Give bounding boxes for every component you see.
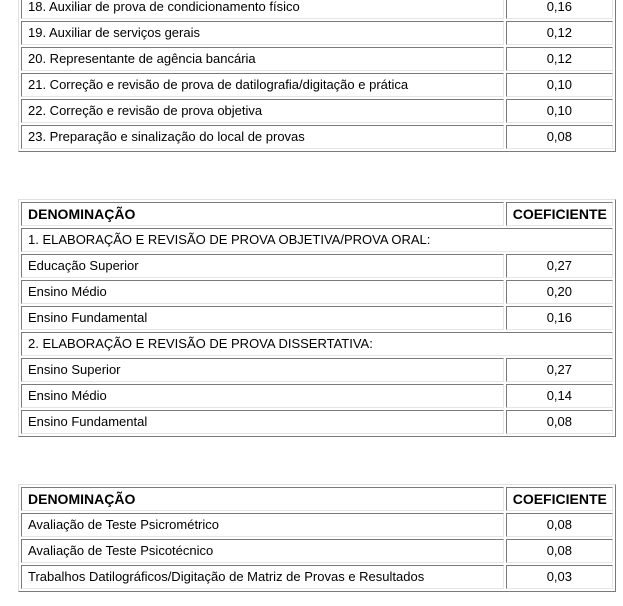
row-denomination: Educação Superior: [21, 254, 504, 278]
row-coefficient: 0,12: [506, 21, 613, 45]
header-denomination: DENOMINAÇÃO: [21, 487, 504, 511]
table-row: [21, 539, 613, 563]
section-heading-row: [21, 228, 613, 252]
row-denomination: Ensino Fundamental: [21, 410, 504, 434]
row-denomination: 23. Preparação e sinalização do local de provas: [21, 125, 504, 149]
row-coefficient: 0,03: [506, 565, 613, 589]
row-coefficient: 0,16: [506, 0, 613, 19]
coefficient-table-continued: [18, 0, 616, 152]
row-denomination: Ensino Fundamental: [21, 306, 504, 330]
row-coefficient: 0,10: [506, 99, 613, 123]
table-row: [21, 410, 613, 434]
row-denomination: Ensino Médio: [21, 384, 504, 408]
section-heading-objective: 1. ELABORAÇÃO E REVISÃO DE PROVA OBJETIVA/PROVA ORAL:: [21, 228, 613, 252]
row-denomination: Ensino Superior: [21, 358, 504, 382]
row-coefficient: 0,08: [506, 125, 613, 149]
header-denomination: DENOMINAÇÃO: [21, 202, 504, 226]
table-row: [21, 99, 613, 123]
row-coefficient: 0,10: [506, 73, 613, 97]
row-coefficient: 0,08: [506, 539, 613, 563]
table-row: [21, 125, 613, 149]
row-coefficient: 0,14: [506, 384, 613, 408]
table-row: [21, 513, 613, 537]
table-row: [21, 280, 613, 304]
row-denomination: 21. Correção e revisão de prova de datilografia/digitação e prática: [21, 73, 504, 97]
row-denomination: 19. Auxiliar de serviços gerais: [21, 21, 504, 45]
row-denomination: Ensino Médio: [21, 280, 504, 304]
row-denomination: 18. Auxiliar de prova de condicionamento físico: [21, 0, 504, 19]
table-row: [21, 358, 613, 382]
table-row: [21, 47, 613, 71]
row-coefficient: 0,08: [506, 410, 613, 434]
table-row: [21, 384, 613, 408]
row-coefficient: 0,08: [506, 513, 613, 537]
row-denomination: Avaliação de Teste Psicrométrico: [21, 513, 504, 537]
table-row: [21, 565, 613, 589]
table-row: [21, 306, 613, 330]
header-coefficient: COEFICIENTE: [506, 202, 613, 226]
row-denomination: 20. Representante de agência bancária: [21, 47, 504, 71]
table-header-row: [21, 487, 613, 511]
section-heading-essay: 2. ELABORAÇÃO E REVISÃO DE PROVA DISSERTATIVA:: [21, 332, 613, 356]
row-denomination: Trabalhos Datilográficos/Digitação de Matriz de Provas e Resultados: [21, 565, 504, 589]
table-row: [21, 21, 613, 45]
table-row: [21, 73, 613, 97]
row-coefficient: 0,16: [506, 306, 613, 330]
row-denomination: 22. Correção e revisão de prova objetiva: [21, 99, 504, 123]
exam-preparation-coefficient-table: [18, 199, 616, 437]
row-coefficient: 0,27: [506, 358, 613, 382]
test-evaluation-coefficient-table: [18, 484, 616, 592]
row-coefficient: 0,20: [506, 280, 613, 304]
section-heading-row: [21, 332, 613, 356]
table-header-row: [21, 202, 613, 226]
row-denomination: Avaliação de Teste Psicotécnico: [21, 539, 504, 563]
table-row: [21, 254, 613, 278]
table-row: [21, 0, 613, 19]
row-coefficient: 0,27: [506, 254, 613, 278]
row-coefficient: 0,12: [506, 47, 613, 71]
header-coefficient: COEFICIENTE: [506, 487, 613, 511]
